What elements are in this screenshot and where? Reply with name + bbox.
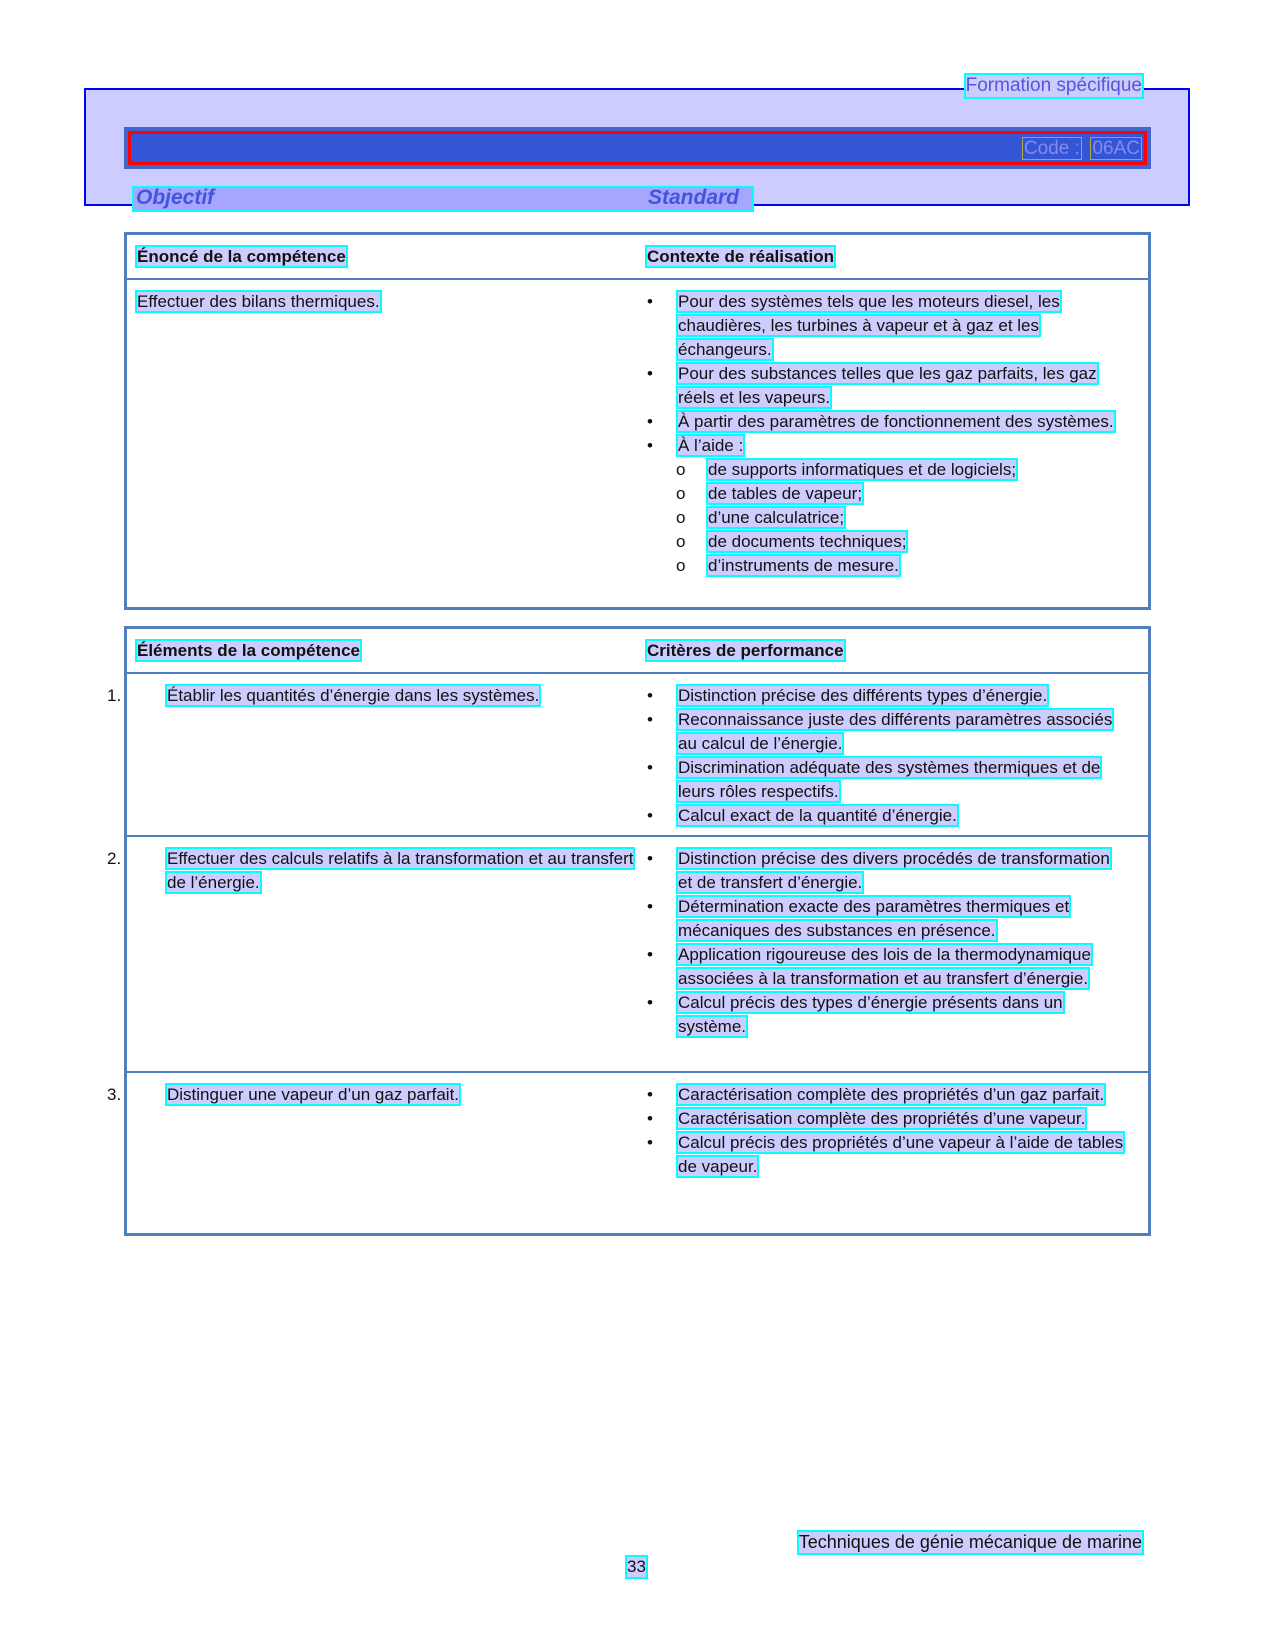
list-item: • Caractérisation complète des propriétés d’une vapeur.: [647, 1107, 1127, 1131]
criteria-list: [647, 1083, 1127, 1179]
objective-standard-row: [134, 188, 752, 210]
table-row: [127, 280, 1148, 607]
list-item: • Distinction précise des différents types d’énergie.: [647, 684, 1127, 708]
bullet-icon: •: [647, 292, 653, 311]
bullet-icon: •: [647, 710, 653, 729]
bullet-icon: •: [647, 897, 653, 916]
col-header-statement: Énoncé de la compétence: [137, 247, 346, 266]
sub-list-item: o de tables de vapeur;: [647, 482, 1127, 506]
list-item: • Distinction précise des divers procédés de transformation et de transfert d’énergie.: [647, 849, 1110, 892]
list-item: • Reconnaissance juste des différents paramètres associés au calcul de l’énergie.: [647, 710, 1113, 753]
circle-bullet-icon: o: [676, 508, 686, 527]
list-item: • Pour des systèmes tels que les moteurs diesel, les chaudières, les turbines à vapeur et à gaz et les échangeurs.: [647, 292, 1060, 359]
footer-program: Techniques de génie mécanique de marine: [798, 1532, 1142, 1552]
list-item: • Pour des substances telles que les gaz parfaits, les gaz réels et les vapeurs.: [647, 364, 1097, 407]
element-text: Établir les quantités d’énergie dans les systèmes.: [167, 686, 540, 705]
element-number: 3.: [107, 1085, 122, 1104]
bullet-icon: •: [647, 436, 653, 455]
list-item: • Application rigoureuse des lois de la thermodynamique associées à la transformation et au transfert d’énergie.: [647, 945, 1091, 988]
table-row: [107, 674, 1148, 837]
circle-bullet-icon: o: [676, 532, 686, 551]
list-item: • Calcul précis des propriétés d’une vapeur à l’aide de tables de vapeur.: [647, 1133, 1124, 1176]
bullet-icon: •: [647, 849, 653, 868]
table-header-row: [127, 235, 1148, 280]
code-label: Code :: [1023, 138, 1080, 159]
table-header-row: [127, 629, 1148, 674]
circle-bullet-icon: o: [676, 556, 686, 575]
col-header-criteria: Critères de performance: [647, 641, 844, 660]
elements-table: [107, 626, 1151, 1236]
list-item: • À l’aide :: [647, 434, 1127, 458]
bullet-icon: •: [647, 758, 653, 777]
list-item: • À partir des paramètres de fonctionnement des systèmes.: [647, 410, 1127, 434]
criteria-list: [647, 847, 1127, 1039]
code: [1023, 138, 1141, 160]
col-header-context: Contexte de réalisation: [647, 247, 835, 266]
objective-label: Objectif: [136, 186, 215, 209]
list-item: • Caractérisation complète des propriétés d’un gaz parfait.: [647, 1083, 1127, 1107]
sub-list-item: o d’une calculatrice;: [647, 506, 1127, 530]
table-row: [107, 1073, 1148, 1233]
bullet-icon: •: [647, 412, 653, 431]
sub-list-item: o de supports informatiques et de logiciels;: [647, 458, 1127, 482]
element-number: 2.: [107, 849, 122, 868]
standard-label: Standard: [648, 186, 740, 209]
col-header-elements: Éléments de la compétence: [137, 641, 360, 660]
code-bar-inner: [128, 131, 1147, 165]
list-item: • Discrimination adéquate des systèmes thermiques et de leurs rôles respectifs.: [647, 758, 1101, 801]
bullet-icon: •: [647, 1133, 653, 1152]
circle-bullet-icon: o: [676, 484, 686, 503]
section-title: Formation spécifique: [965, 75, 1142, 96]
table-row: [107, 837, 1148, 1073]
bullet-icon: •: [647, 364, 653, 383]
competency-table: [124, 232, 1151, 610]
bullet-icon: •: [647, 993, 653, 1012]
bullet-icon: •: [647, 686, 653, 705]
bullet-icon: •: [647, 1109, 653, 1128]
list-item: • Calcul précis des types d’énergie présents dans un système.: [647, 993, 1063, 1036]
circle-bullet-icon: o: [676, 460, 686, 479]
element-text: Distinguer une vapeur d’un gaz parfait.: [167, 1085, 460, 1104]
element-text: Effectuer des calculs relatifs à la transformation et au transfert de l’énergie.: [167, 849, 634, 892]
bullet-icon: •: [647, 1085, 653, 1104]
code-value: 06AC: [1092, 138, 1140, 159]
bullet-icon: •: [647, 945, 653, 964]
context-list: [647, 290, 1127, 578]
competency-statement: Effectuer des bilans thermiques.: [137, 292, 380, 311]
list-item: • Détermination exacte des paramètres thermiques et mécaniques des substances en présence.: [647, 897, 1070, 940]
sub-list-item: o de documents techniques;: [647, 530, 1127, 554]
sub-list-item: o d’instruments de mesure.: [647, 554, 1127, 578]
list-item: • Calcul exact de la quantité d’énergie.: [647, 804, 1127, 828]
element-number: 1.: [107, 686, 122, 705]
criteria-list: [647, 684, 1127, 828]
bullet-icon: •: [647, 806, 653, 825]
page-number: 33: [627, 1557, 646, 1576]
